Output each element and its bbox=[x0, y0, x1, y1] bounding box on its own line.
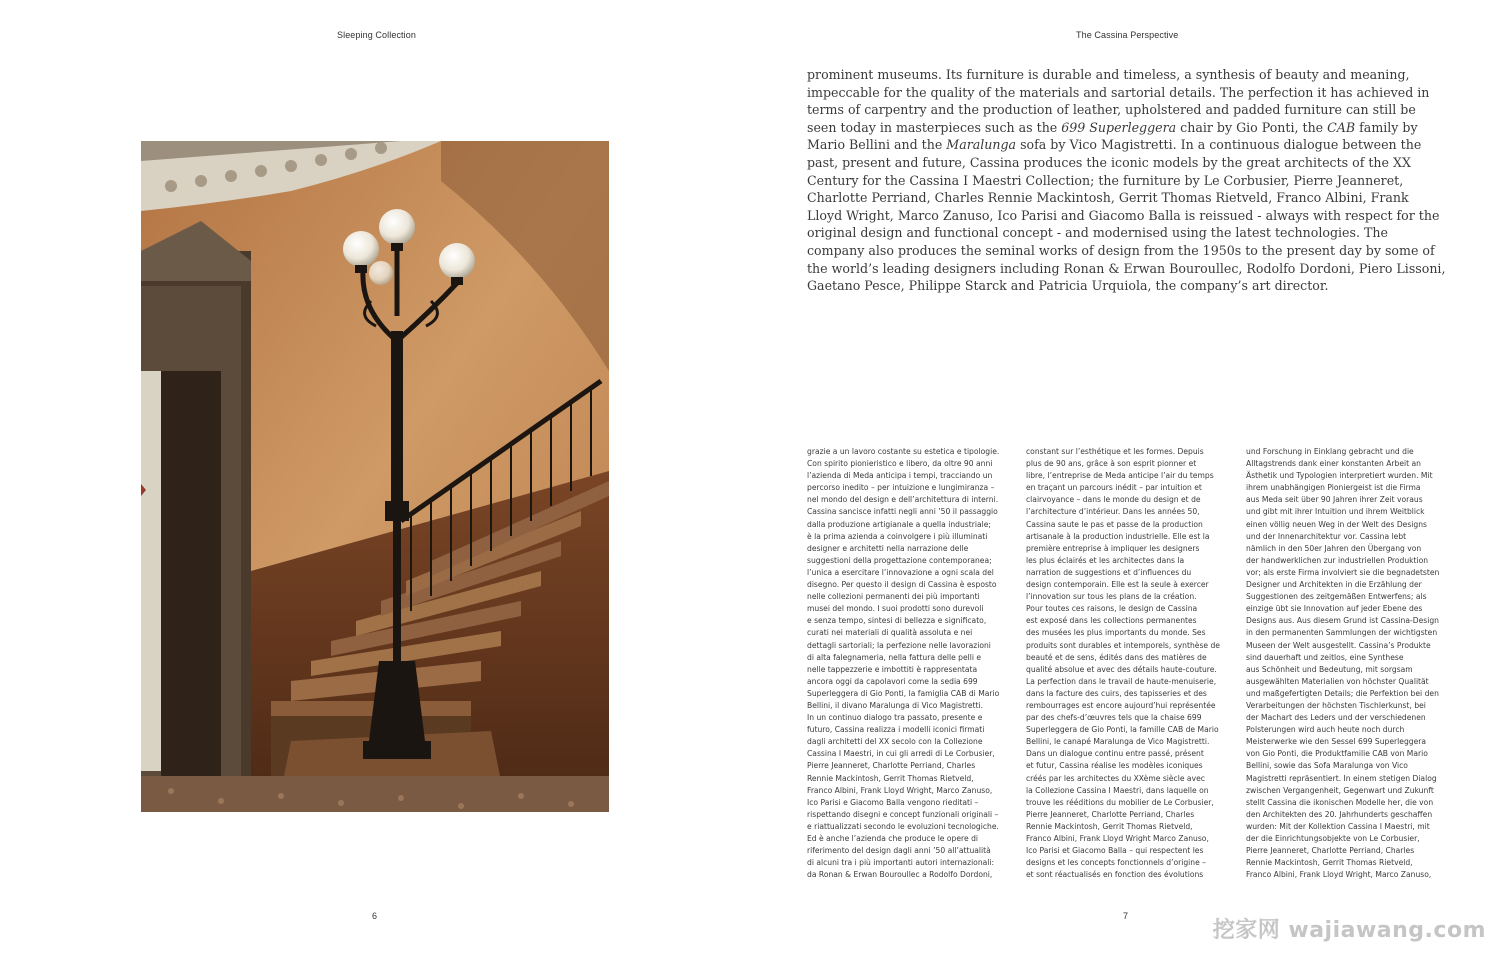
german-text-line: und der Innenarchitektur vor. Cassina lebt bbox=[1246, 531, 1407, 541]
italian-text-line: Rennie Mackintosh, Gerrit Thomas Rietveld, bbox=[807, 773, 974, 783]
german-text-line: und Forschung in Einklang gebracht und die bbox=[1246, 447, 1414, 456]
french-text-line: clairvoyance – dans le monde du design et de bbox=[1026, 495, 1201, 505]
french-text-line: Pierre Jeanneret, Charlotte Perriand, Charles bbox=[1026, 809, 1195, 819]
italian-text-line: percorso inedito – per intuizione e lungimiranza – bbox=[807, 483, 995, 493]
italian-text-line: e senza tempo, sintesi di bellezza e significato, bbox=[807, 616, 987, 626]
three-column-text bbox=[807, 446, 1447, 886]
german-text-line: Franco Albini, Frank Lloyd Wright, Marco Zanuso, bbox=[1246, 870, 1432, 880]
lead-text-run: family by Mario Bellini and the bbox=[807, 119, 1418, 153]
german-text-line: Ästhetik und Typologien interpretiert wurden. Mit bbox=[1246, 471, 1433, 481]
italian-text-line: suggestioni della progettazione contemporanea; bbox=[807, 555, 992, 565]
column-french bbox=[1026, 446, 1224, 886]
french-text-line: rembourrages est encore aujourd’hui représentée bbox=[1026, 700, 1216, 710]
french-text-line: les plus éclairés et les architectes dans la bbox=[1026, 555, 1185, 565]
french-text-line: Superleggera de Gio Ponti, la famille CAB de Mario bbox=[1026, 725, 1219, 735]
lead-text-run: chair by Gio Ponti, the bbox=[1176, 119, 1328, 135]
french-text-line: designs et les concepts fonctionnels d’origine – bbox=[1026, 858, 1206, 868]
french-text-line: narration de suggestions et d’influences du bbox=[1026, 567, 1192, 577]
italian-text-line: dagli architetti del XX secolo con la Collezione bbox=[807, 737, 983, 747]
german-text-line: Bellini, sowie das Sofa Maralunga von Vico bbox=[1246, 761, 1408, 771]
german-text-line: stellt Cassina die ikonischen Modelle her, die von bbox=[1246, 797, 1434, 807]
italian-text-line: Ed è anche l’azienda che produce le opere di bbox=[807, 834, 978, 843]
italian-text-line: designer e architetti nella narrazione delle bbox=[807, 543, 969, 553]
page-number-right: 7 bbox=[1123, 911, 1129, 921]
german-text-line: sind dauerhaft und zeitlos, eine Synthese bbox=[1246, 652, 1404, 662]
italian-text-line: l’azienda di Meda anticipa i tempi, tracciando un bbox=[807, 471, 993, 481]
french-text-line: est exposé dans les collections permanentes bbox=[1026, 616, 1197, 626]
italian-text-line: Pierre Jeanneret, Charlotte Perriand, Charles bbox=[807, 761, 976, 771]
french-text-line: par des chefs-d’œuvres tels que la chaise 699 bbox=[1026, 713, 1202, 723]
german-text-line: Pierre Jeanneret, Charlotte Perriand, Charles bbox=[1246, 846, 1415, 856]
german-text-line: Alltagstrends dank einer konstanten Arbeit an bbox=[1246, 459, 1421, 469]
italian-text-line: e riattualizzati secondo le evoluzioni tecnologiche. bbox=[807, 821, 999, 831]
french-text-line: Ico Parisi et Giacomo Balla – qui respectent les bbox=[1026, 846, 1204, 856]
running-head-left: Sleeping Collection bbox=[337, 30, 416, 40]
italian-text-line: è la prima azienda a coinvolgere i più illuminati bbox=[807, 531, 988, 541]
lead-text-run: prominent museums. Its furniture is durable and timeless, a synthesis of beauty and meaning, impeccable for the quality of the materials and sartorial details. The perfection it has achieved in terms of carpentry and the production of leather, upholstered and padded furniture can still be seen today in masterpieces such as the bbox=[807, 67, 1430, 135]
german-text-line: aus Meda seit über 90 Jahren ihrer Zeit voraus bbox=[1246, 495, 1423, 505]
lead-text-run: sofa by Vico Magistretti. In a continuous dialogue between the past, present and future, Cassina produces the iconic models by the great architects of the XX Century for the Cassina I Maestri Collection; the furniture by Le Corbusier, Pierre Jeanneret, Charlotte Perriand, Charles Rennie Mackintosh, Gerrit Thomas Rietveld, Franco Albini, Frank Lloyd Wright, Marco Zanuso, Ico Parisi and Giacomo Balla is reissued - always with respect for the original design and functional concept - and modernised using the latest technologies. The company also produces the seminal works of design from the 1950s to the present day by some of the world’s leading designers including Ronan & Erwan Bouroullec, Rodolfo Dordoni, Piero Lissoni, Gaetano Pesce, Philippe Starck and Patricia Urquiola, the company’s art director. bbox=[807, 137, 1446, 294]
french-text-line: beauté et de sens, édités dans des matières de bbox=[1026, 652, 1207, 662]
french-text-line: constant sur l’esthétique et les formes. Depuis bbox=[1026, 447, 1204, 456]
column-german bbox=[1246, 446, 1444, 886]
french-text-line: des musées les plus importants du monde. Ses bbox=[1026, 628, 1206, 638]
french-text-line: la Collezione Cassina I Maestri, dans laquelle on bbox=[1026, 785, 1209, 795]
french-text-line: et futur, Cassina réalise les modèles iconiques bbox=[1026, 761, 1203, 771]
french-text-line: Pour toutes ces raisons, le design de Cassina bbox=[1026, 604, 1198, 614]
french-text-line: l’innovation sur tous les plans de la création. bbox=[1026, 592, 1197, 602]
french-text-line: artisanale à la production industrielle. Elle est la bbox=[1026, 531, 1210, 541]
german-text-line: Magistretti repräsentiert. In einem stetigen Dialog bbox=[1246, 773, 1437, 783]
french-text-line: l’architecture d’intérieur. Dans les années 50, bbox=[1026, 507, 1200, 517]
french-text-line: Cassina saute le pas et passe de la production bbox=[1026, 519, 1203, 529]
italian-text-line: In un continuo dialogo tra passato, presente e bbox=[807, 713, 983, 723]
italian-text-line: Cassina sancisce infatti negli anni ’50 il passaggio bbox=[807, 507, 998, 517]
column-italian bbox=[807, 446, 1005, 886]
italian-text-line: dettagli sartoriali; la perfezione nelle lavorazioni bbox=[807, 640, 991, 650]
french-text-line: libre, l’entreprise de Meda anticipe l’air du temps bbox=[1026, 471, 1214, 481]
italian-text-line: Bellini, il divano Maralunga di Vico Magistretti. bbox=[807, 700, 984, 710]
french-text-line: design contemporain. Elle est la seule à exercer bbox=[1026, 580, 1209, 590]
french-text-line: La perfection dans le travail de haute-menuiserie, bbox=[1026, 676, 1217, 686]
french-text-line: plus de 90 ans, grâce à son esprit pionner et bbox=[1026, 459, 1197, 469]
right-page bbox=[750, 0, 1500, 953]
german-text-line: Polsterungen wird auch heute noch durch bbox=[1246, 725, 1405, 735]
german-text-line: nämlich in den 50er Jahren den Übergang von bbox=[1246, 543, 1422, 553]
lead-italic-run: Maralunga bbox=[946, 137, 1017, 153]
french-text-line: Rennie Mackintosh, Gerrit Thomas Rietveld, bbox=[1026, 821, 1193, 831]
french-text-line: première entreprise à impliquer les designers bbox=[1026, 543, 1200, 553]
german-text-line: Meisterwerke wie den Sessel 699 Superleggera bbox=[1246, 737, 1427, 747]
german-text-line: aus Schönheit und Bedeutung, mit sorgsam bbox=[1246, 664, 1413, 674]
german-text-line: einzige übt sie Innovation auf jeder Ebene des bbox=[1246, 604, 1423, 614]
german-text-line: den Architekten des 20. Jahrhunderts geschaffen bbox=[1246, 809, 1433, 819]
page-number-left: 6 bbox=[372, 911, 378, 921]
italian-text-line: grazie a un lavoro costante su estetica e tipologie. bbox=[807, 447, 1000, 456]
german-text-line: zwischen Vergangenheit, Gegenwart und Zukunft bbox=[1246, 785, 1434, 795]
lead-italic-run: 699 Superleggera bbox=[1061, 119, 1177, 135]
german-text-line: ihrem unabhängigen Pioniergeist ist die Firma bbox=[1246, 483, 1421, 493]
french-text-line: en traçant un parcours inédit – par intuition et bbox=[1026, 483, 1202, 493]
german-text-line: Rennie Mackintosh, Gerrit Thomas Rietveld, bbox=[1246, 858, 1413, 868]
french-text-line: dans la facture des cuirs, des tapisseries et des bbox=[1026, 688, 1207, 698]
german-text-line: der handwerklichen zur industriellen Produktion bbox=[1246, 555, 1429, 565]
lead-paragraph-english bbox=[807, 66, 1447, 295]
german-text-line: der Machart des Leders und der verschiedenen bbox=[1246, 713, 1426, 723]
french-text-line: qualité absolue et avec des détails haute-couture. bbox=[1026, 664, 1217, 674]
german-text-line: Verarbeitungen der höchsten Tischlerkunst, bei bbox=[1246, 700, 1426, 710]
french-text-line: Franco Albini, Frank Lloyd Wright Marco Zanuso, bbox=[1026, 834, 1209, 843]
staircase-photo bbox=[141, 141, 609, 812]
italian-text-line: Ico Parisi e Giacomo Balla vengono rieditati – bbox=[807, 797, 979, 807]
italian-text-line: Cassina I Maestri, in cui gli arredi di Le Corbusier, bbox=[807, 749, 995, 759]
french-text-line: créés par les architectes du XXème siècle avec bbox=[1026, 773, 1205, 783]
french-text-line: produits sont durables et intemporels, synthèse de bbox=[1026, 640, 1220, 650]
italian-text-line: dalla produzione artigianale a quella industriale; bbox=[807, 519, 991, 529]
german-text-line: vor; als erste Firma involviert sie die begnadetsten bbox=[1246, 567, 1440, 577]
french-text-line: trouve les rééditions du mobilier de Le Corbusier, bbox=[1026, 797, 1214, 807]
german-text-line: Museen der Welt ausgestellt. Cassina’s Produkte bbox=[1246, 640, 1431, 650]
italian-text-line: nelle tappezzerie e imbottiti è rappresentata bbox=[807, 664, 978, 674]
italian-text-line: ancora oggi da capolavori come la sedia 699 bbox=[807, 676, 978, 686]
watermark: 挖家网 wajiawang.com bbox=[1212, 918, 1486, 943]
german-text-line: von Gio Ponti, die Produktfamilie CAB von Mario bbox=[1246, 749, 1428, 759]
italian-text-line: da Ronan & Erwan Bouroullec a Rodolfo Dordoni, bbox=[807, 870, 993, 880]
german-text-line: Designs aus. Aus diesem Grund ist Cassina-Design bbox=[1246, 616, 1439, 626]
german-text-line: Designer und Architekten in die Erzählung der bbox=[1246, 580, 1422, 590]
italian-text-line: curati nei materiali di qualità assoluta e nei bbox=[807, 628, 973, 638]
german-text-line: in den permanenten Sammlungen der wichtigsten bbox=[1246, 628, 1438, 638]
italian-text-line: Superleggera di Gio Ponti, la famiglia CAB di Mario bbox=[807, 688, 1000, 698]
german-text-line: wurden: Mit der Kollektion Cassina I Maestri, mit bbox=[1246, 821, 1430, 831]
lead-italic-run: CAB bbox=[1327, 119, 1356, 135]
german-text-line: und maßgefertigten Details; die Perfektion bei den bbox=[1246, 688, 1439, 698]
running-head-right: The Cassina Perspective bbox=[1076, 30, 1179, 40]
french-text-line: et sont réactualisés en fonction des évolutions bbox=[1026, 870, 1204, 880]
german-text-line: und gibt mit ihrer Intuition und ihrem Weitblick bbox=[1246, 507, 1425, 517]
italian-text-line: riferimento del design dagli anni ’50 all’attualità bbox=[807, 846, 991, 856]
german-text-line: ausgewählten Materialien von höchster Qualität bbox=[1246, 676, 1429, 686]
italian-text-line: di alta falegnameria, nella fattura delle pelli e bbox=[807, 652, 982, 662]
italian-text-line: nelle collezioni permanenti dei più importanti bbox=[807, 592, 980, 602]
french-text-line: Bellini, le canapé Maralunga de Vico Magistretti. bbox=[1026, 737, 1210, 747]
german-text-line: Suggestionen des zeitgemäßen Entwerfens; als bbox=[1246, 592, 1427, 602]
german-text-line: der die Einrichtungsobjekte von Le Corbusier, bbox=[1246, 834, 1420, 843]
italian-text-line: rispettando disegni e concept funzionali originali – bbox=[807, 809, 999, 819]
italian-text-line: disegno. Per questo il design di Cassina è esposto bbox=[807, 580, 997, 590]
italian-text-line: Franco Albini, Frank Lloyd Wright, Marco Zanuso, bbox=[807, 785, 993, 795]
italian-text-line: l’unica a esercitare l’innovazione a ogni scala del bbox=[807, 567, 994, 577]
french-text-line: Dans un dialogue continu entre passé, présent bbox=[1026, 749, 1204, 759]
italian-text-line: futuro, Cassina realizza i modelli iconici firmati bbox=[807, 725, 985, 735]
italian-text-line: Con spirito pionieristico e libero, da oltre 90 anni bbox=[807, 459, 993, 469]
italian-text-line: musei del mondo. I suoi prodotti sono durevoli bbox=[807, 604, 984, 614]
german-text-line: einen völlig neuen Weg in der Welt des Designs bbox=[1246, 519, 1427, 529]
italian-text-line: di alcuni tra i più importanti autori internazionali: bbox=[807, 858, 995, 868]
italian-text-line: nel mondo del design e dell’architettura di interni. bbox=[807, 495, 999, 505]
